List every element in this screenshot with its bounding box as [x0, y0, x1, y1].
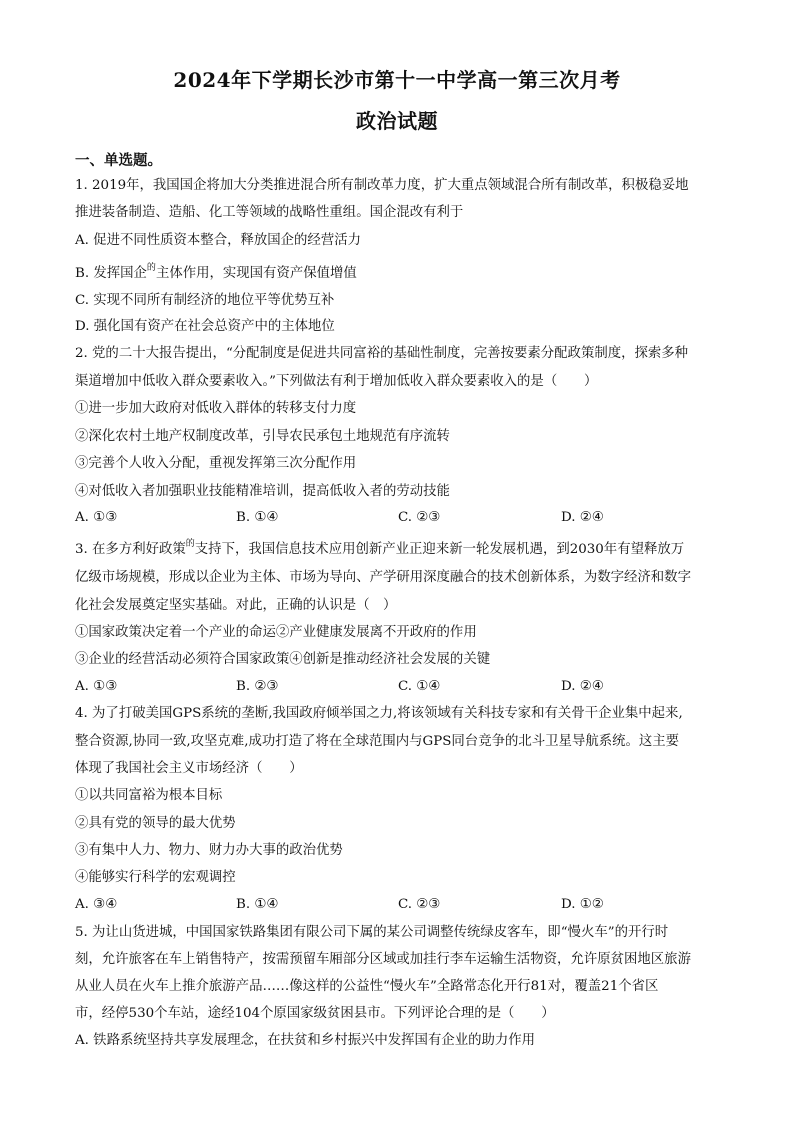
q2-item-2: ②深化农村土地产权制度改革，引导农民承包土地规范有序流转	[75, 429, 450, 444]
q1-option-b-tail: 主体作用，实现国有资产保值增值	[155, 266, 357, 281]
q4-stem-line-3: 体现了我国社会主义市场经济（ ）	[75, 761, 303, 776]
exam-subject: 政治试题	[356, 109, 438, 133]
q3-choice-d: D. ②④	[561, 679, 604, 694]
q3-choice-a: A. ①③	[75, 679, 118, 694]
q3-stem-line-3: 化社会发展奠定坚实基础。对此，正确的认识是（ ）	[75, 598, 397, 613]
q2-choice-c: C. ②③	[398, 510, 441, 525]
q5-stem-line-4: 市，经停530个车站，途经104个原国家级贫困县市。下列评论合理的是（ ）	[75, 1006, 555, 1021]
q4-choice-b: B. ①④	[236, 897, 279, 912]
q2-stem-line-1: 2. 党的二十大报告提出，“分配制度是促进共同富裕的基础性制度，完善按要素分配政策制度，探索多种	[75, 346, 689, 361]
q4-item-4: ④能够实行科学的宏观调控	[75, 870, 236, 885]
q1-option-b-head: B. 发挥国企	[75, 266, 147, 281]
q4-choice-a: A. ③④	[75, 897, 118, 912]
q4-item-2: ②具有党的领导的最大优势	[75, 816, 236, 831]
q3-stem-line-2: 亿级市场规模，形成以企业为主体、市场为导向、产学研用深度融合的技术创新体系，为数字经济和数字	[75, 570, 691, 585]
q5-stem-line-1: 5. 为让山货进城，中国国家铁路集团有限公司下属的某公司调整传统绿皮客车，即“慢火车”的开行时	[75, 925, 669, 940]
q5-stem-line-2: 刻，允许旅客在车上销售特产，按需预留车厢部分区域或加挂行李车运输生活物资，允许原贫困地区旅游	[75, 952, 691, 967]
q1-option-b-sup: 的	[146, 263, 156, 273]
q1-option-b	[75, 265, 357, 284]
q3-items-line-1: ①国家政策决定着一个产业的命运②产业健康发展离不开政府的作用	[75, 625, 477, 640]
q3-stem-sup: 的	[185, 539, 195, 549]
q3-choice-b: B. ②③	[236, 679, 279, 694]
q3-stem-line-1	[75, 541, 684, 560]
q4-choice-c: C. ②③	[398, 897, 441, 912]
q1-option-a: A. 促进不同性质资本整合，释放国企的经营活力	[75, 233, 361, 248]
q5-option-a: A. 铁路系统坚持共享发展理念，在扶贫和乡村振兴中发挥国有企业的助力作用	[75, 1033, 536, 1048]
q2-choice-b: B. ①④	[236, 510, 279, 525]
q2-choice-d: D. ②④	[561, 510, 604, 525]
q1-option-c: C. 实现不同所有制经济的地位平等优势互补	[75, 293, 335, 308]
q3-stem-head: 3. 在多方利好政策	[75, 542, 186, 557]
q4-stem-line-1: 4. 为了打破美国GPS系统的垄断,我国政府倾举国之力,将该领域有关科技专家和有关骨干企业集中起来,	[75, 706, 683, 721]
q4-item-3: ③有集中人力、物力、财力办大事的政治优势	[75, 843, 343, 858]
q1-stem-line-1: 1. 2019年，我国国企将加大分类推进混合所有制改革力度，扩大重点领域混合所有制改革，积极稳妥地	[75, 178, 689, 193]
q2-stem-line-2: 渠道增加中低收入群众要素收入。”下列做法有利于增加低收入群众要素收入的是（ ）	[75, 374, 598, 389]
q4-choice-d: D. ①②	[561, 897, 604, 912]
q3-stem-tail: 支持下，我国信息技术应用创新产业正迎来新一轮发展机遇，到2030年有望释放万	[194, 542, 685, 557]
q3-items-line-2: ③企业的经营活动必须符合国家政策④创新是推动经济社会发展的关键	[75, 652, 491, 667]
q3-choice-c: C. ①④	[398, 679, 441, 694]
q1-option-d: D. 强化国有资产在社会总资产中的主体地位	[75, 319, 335, 334]
exam-title: 2024年下学期长沙市第十一中学高一第三次月考	[173, 68, 621, 92]
q2-choice-a: A. ①③	[75, 510, 118, 525]
q1-stem-line-2: 推进装备制造、造船、化工等领域的战略性重组。国企混改有利于	[75, 205, 464, 220]
q2-item-1: ①进一步加大政府对低收入群体的转移支付力度	[75, 401, 357, 416]
q2-item-4: ④对低收入者加强职业技能精准培训，提高低收入者的劳动技能	[75, 484, 450, 499]
section-heading: 一、单选题。	[75, 152, 162, 169]
q2-item-3: ③完善个人收入分配，重视发挥第三次分配作用	[75, 456, 357, 471]
q4-item-1: ①以共同富裕为根本目标	[75, 788, 223, 803]
q4-stem-line-2: 整合资源,协同一致,攻坚克难,成功打造了将在全球范围内与GPS同台竞争的北斗卫星导航系统。这主要	[75, 734, 680, 749]
q5-stem-line-3: 从业人员在火车上推介旅游产品……像这样的公益性“慢火车”全路常态化开行81对，覆盖21个省区	[75, 979, 659, 994]
